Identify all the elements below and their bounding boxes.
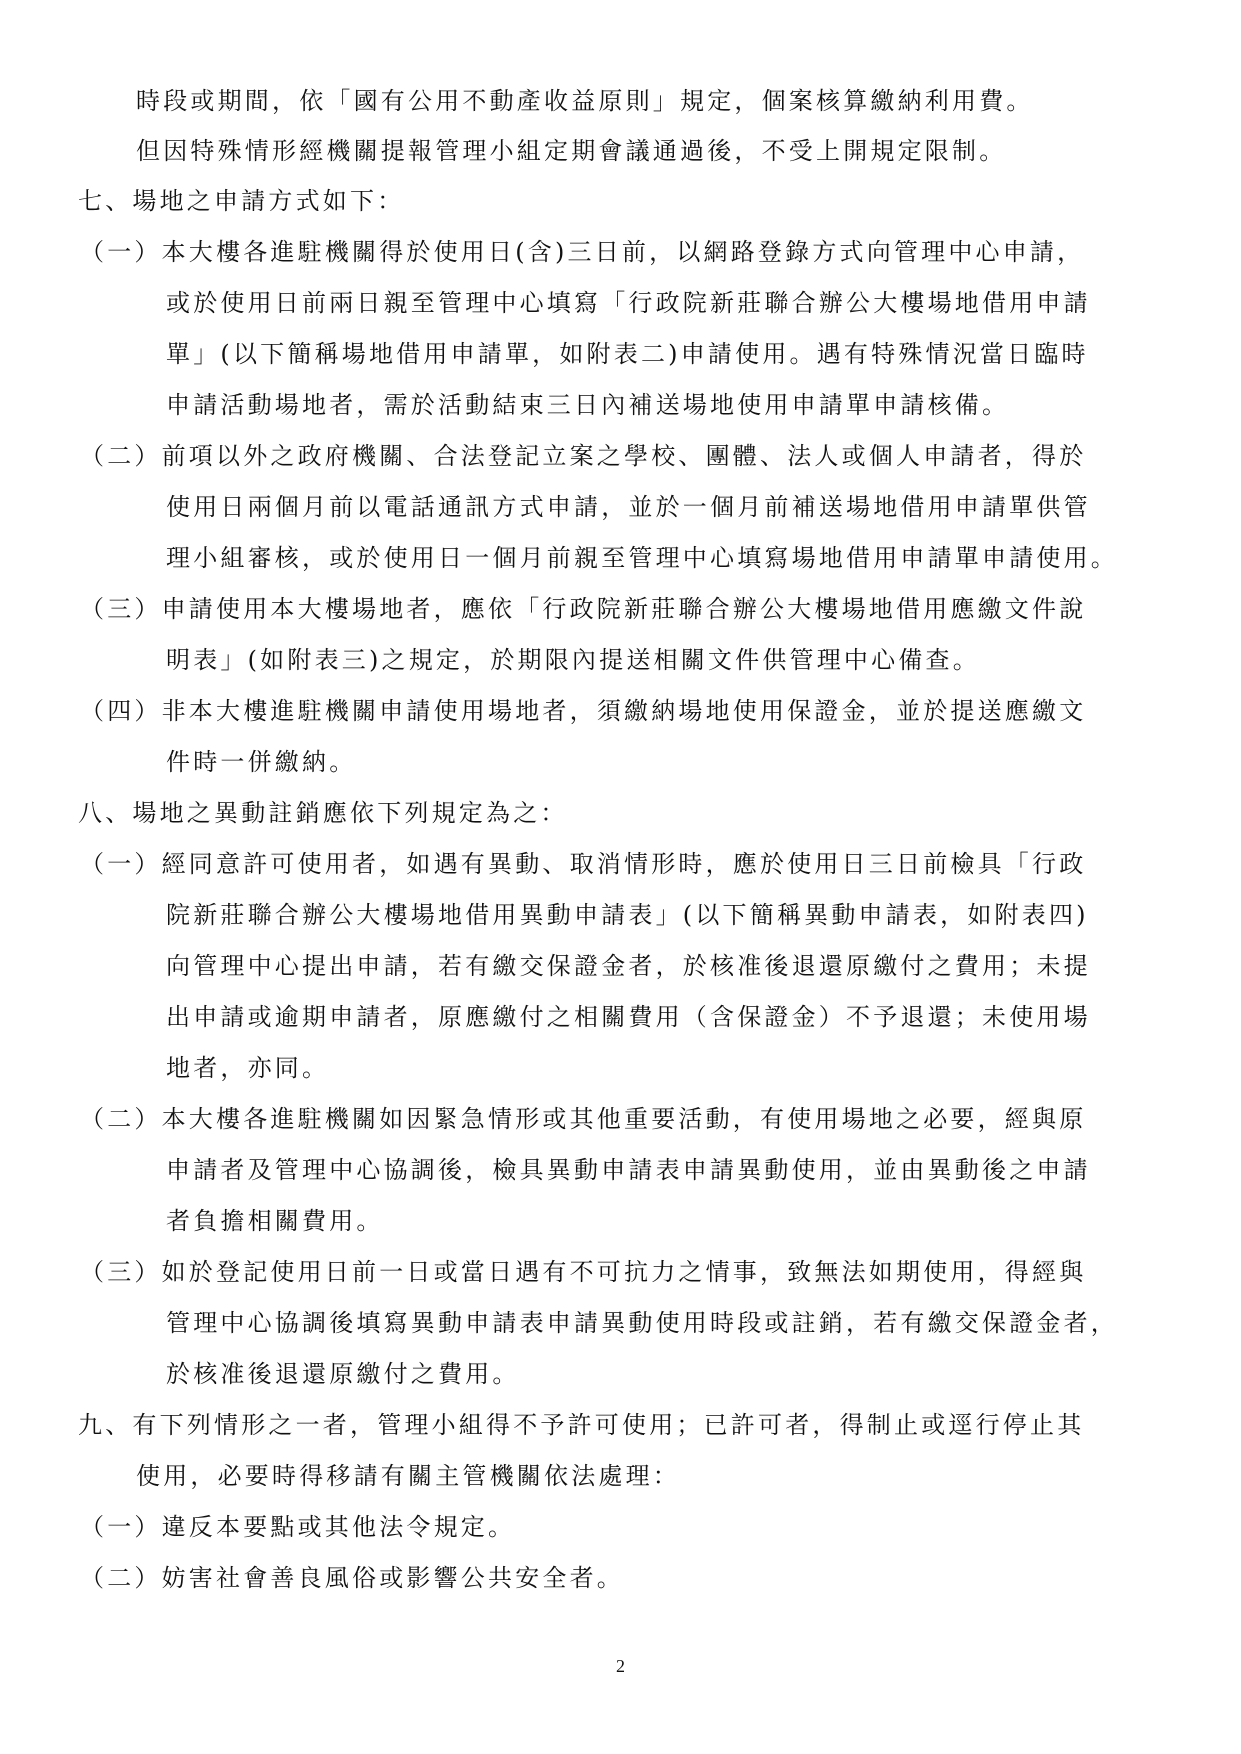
- text-line: 理小組審核，或於使用日一個月前親至管理中心填寫場地借用申請單申請使用。: [166, 544, 1118, 572]
- text-line: 時段或期間，依「國有公用不動產收益原則」規定，個案核算繳納利用費。: [136, 87, 1034, 115]
- text-line: 申請者及管理中心協調後，檢具異動申請表申請異動使用，並由異動後之申請: [166, 1156, 1091, 1184]
- item-7-1: （一）本大樓各進駐機關得於使用日(含)三日前，以網路登錄方式向管理中心申請，: [80, 238, 1085, 266]
- item-9-2: （二）妨害社會善良風俗或影響公共安全者。: [80, 1564, 624, 1592]
- item-8-3: （三）如於登記使用日前一日或當日遇有不可抗力之情事，致無法如期使用，得經與: [80, 1258, 1087, 1286]
- text-line: 明表」(如附表三)之規定，於期限內提送相關文件供管理中心備查。: [166, 646, 980, 674]
- item-8-1: （一）經同意許可使用者，如遇有異動、取消情形時，應於使用日三日前檢具「行政: [80, 850, 1087, 878]
- text-line: 使用，必要時得移請有關主管機關依法處理：: [136, 1462, 680, 1490]
- item-9-1: （一）違反本要點或其他法令規定。: [80, 1513, 516, 1541]
- item-7-4: （四）非本大樓進駐機關申請使用場地者，須繳納場地使用保證金，並於提送應繳文: [80, 697, 1087, 725]
- section-heading-8: 八、場地之異動註銷應依下列規定為之：: [78, 799, 568, 827]
- item-8-2: （二）本大樓各進駐機關如因緊急情形或其他重要活動，有使用場地之必要，經與原: [80, 1105, 1087, 1133]
- text-line: 使用日兩個月前以電話通訊方式申請，並於一個月前補送場地借用申請單供管: [166, 493, 1091, 521]
- text-line: 於核准後退還原繳付之費用。: [166, 1360, 520, 1388]
- text-line: 但因特殊情形經機關提報管理小組定期會議通過後，不受上開規定限制。: [136, 137, 1007, 165]
- text-line: 或於使用日前兩日親至管理中心填寫「行政院新莊聯合辦公大樓場地借用申請: [166, 289, 1091, 317]
- section-heading-7: 七、場地之申請方式如下：: [78, 187, 405, 215]
- text-line: 院新莊聯合辦公大樓場地借用異動申請表」(以下簡稱異動申請表，如附表四): [166, 901, 1089, 929]
- text-line: 地者，亦同。: [166, 1054, 330, 1082]
- text-line: 者負擔相關費用。: [166, 1207, 384, 1235]
- text-line: 出申請或逾期申請者，原應繳付之相關費用（含保證金）不予退還；未使用場: [166, 1003, 1091, 1031]
- text-line: 申請活動場地者，需於活動結束三日內補送場地使用申請單申請核備。: [166, 391, 1010, 419]
- text-line: 向管理中心提出申請，若有繳交保證金者，於核准後退還原繳付之費用；未提: [166, 952, 1091, 980]
- section-heading-9: 九、有下列情形之一者，管理小組得不予許可使用；已許可者，得制止或逕行停止其: [78, 1411, 1085, 1439]
- text-line: 單」(以下簡稱場地借用申請單，如附表二)申請使用。遇有特殊情況當日臨時: [166, 340, 1089, 368]
- text-line: 管理中心協調後填寫異動申請表申請異動使用時段或註銷，若有繳交保證金者，: [166, 1309, 1118, 1337]
- page-number: 2: [616, 1656, 625, 1676]
- item-7-3: （三）申請使用本大樓場地者，應依「行政院新莊聯合辦公大樓場地借用應繳文件說: [80, 595, 1087, 623]
- text-line: 件時一併繳納。: [166, 748, 357, 776]
- item-7-2: （二）前項以外之政府機關、合法登記立案之學校、團體、法人或個人申請者，得於: [80, 442, 1087, 470]
